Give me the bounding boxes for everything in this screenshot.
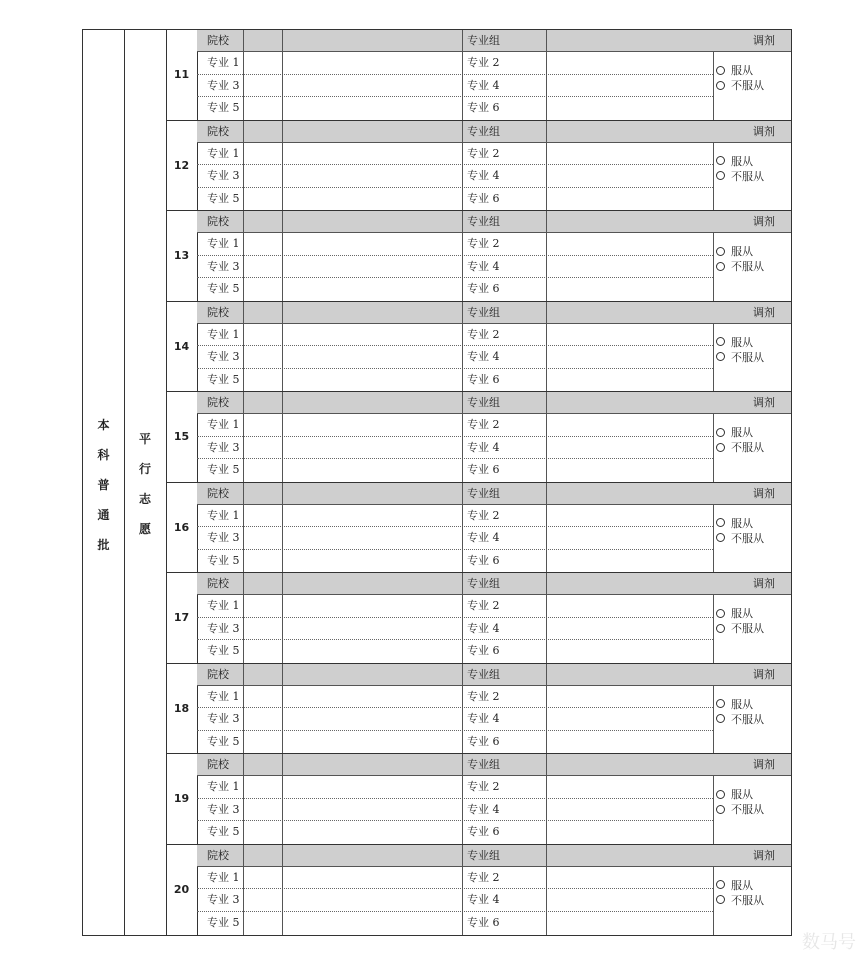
major-label: 专业 3 — [207, 802, 240, 816]
major-label: 专业 6 — [467, 463, 500, 476]
adjust-label: 调剂 — [753, 34, 775, 47]
major-label: 专业 1 — [207, 689, 240, 703]
major-group-input[interactable] — [546, 302, 547, 392]
school-label: 院校 — [207, 848, 229, 862]
obey-option[interactable] — [716, 64, 753, 78]
major-row — [197, 143, 713, 166]
major-label: 专业 6 — [467, 191, 500, 205]
major-label: 专业 4 — [467, 440, 500, 454]
not-obey-option[interactable] — [716, 79, 764, 93]
school-input[interactable] — [282, 211, 283, 301]
obey-label: 服从 — [731, 878, 753, 892]
block-header-row — [197, 573, 791, 595]
major-row — [197, 346, 713, 369]
major-group-label: 专业组 — [467, 124, 500, 138]
major-label: 专业 5 — [207, 825, 240, 838]
adjust-options — [713, 324, 791, 392]
major-label: 专业 2 — [467, 418, 500, 431]
not-obey-label: 不服从 — [731, 531, 764, 545]
major-row — [197, 165, 713, 188]
school-input[interactable] — [282, 845, 283, 936]
major-row — [197, 278, 713, 301]
school-input[interactable] — [282, 573, 283, 663]
volunteer-block — [166, 121, 791, 212]
radio-circle-icon[interactable] — [716, 533, 725, 542]
obey-option[interactable] — [716, 426, 753, 440]
major-label: 专业 5 — [207, 191, 240, 205]
major-row — [197, 776, 713, 799]
school-label: 院校 — [207, 486, 229, 500]
column-divider — [243, 845, 244, 936]
volunteer-number: 19 — [166, 754, 198, 844]
batch-char: 普 — [97, 478, 110, 492]
major-group-input[interactable] — [546, 121, 547, 211]
obey-label: 服从 — [731, 245, 753, 258]
block-header-row — [197, 392, 791, 414]
volunteer-block — [166, 845, 791, 936]
major-label: 专业 2 — [467, 56, 500, 69]
major-label: 专业 4 — [467, 350, 500, 363]
volunteer-number: 16 — [166, 483, 198, 573]
volunteer-number: 15 — [166, 392, 198, 482]
volunteer-block — [166, 392, 791, 483]
major-label: 专业 4 — [467, 802, 500, 816]
volunteer-block — [166, 573, 791, 664]
major-label: 专业 2 — [467, 146, 500, 160]
school-input[interactable] — [282, 121, 283, 211]
major-label: 专业 3 — [207, 893, 240, 906]
major-label: 专业 3 — [207, 169, 240, 182]
major-label: 专业 5 — [207, 372, 240, 386]
major-group-label: 专业组 — [467, 667, 500, 681]
column-divider — [462, 121, 463, 211]
major-row — [197, 889, 713, 912]
not-obey-option[interactable] — [716, 441, 764, 455]
batch-label — [83, 410, 124, 560]
major-row — [197, 799, 713, 822]
adjust-label: 调剂 — [753, 848, 775, 862]
batch-column — [83, 30, 125, 935]
volunteer-block — [166, 211, 791, 302]
major-label: 专业 1 — [207, 146, 240, 160]
volunteer-type-label — [124, 424, 166, 544]
not-obey-option[interactable] — [716, 532, 764, 546]
major-row — [197, 256, 713, 279]
major-label: 专业 6 — [467, 825, 500, 838]
block-header-row — [197, 664, 791, 686]
block-header-row — [197, 211, 791, 233]
batch-char: 本 — [97, 418, 110, 432]
not-obey-label: 不服从 — [731, 622, 764, 635]
adjust-label: 调剂 — [753, 305, 775, 319]
column-divider — [243, 392, 244, 482]
radio-circle-icon[interactable] — [716, 81, 725, 90]
column-divider — [462, 483, 463, 573]
not-obey-option[interactable] — [716, 260, 764, 274]
not-obey-label: 不服从 — [731, 169, 764, 183]
column-divider — [243, 664, 244, 754]
not-obey-option[interactable] — [716, 351, 764, 365]
major-row — [197, 75, 713, 98]
school-input[interactable] — [282, 483, 283, 573]
major-row — [197, 97, 713, 120]
radio-circle-icon[interactable] — [716, 609, 725, 618]
major-label: 专业 3 — [207, 350, 240, 363]
radio-circle-icon[interactable] — [716, 880, 725, 889]
block-header-row — [197, 845, 791, 867]
major-label: 专业 5 — [207, 101, 240, 114]
volunteer-type-column — [124, 30, 167, 935]
block-header-row — [197, 30, 791, 52]
major-row — [197, 324, 713, 347]
major-label: 专业 6 — [467, 734, 500, 748]
major-label: 专业 4 — [467, 893, 500, 906]
major-label: 专业 6 — [467, 282, 500, 295]
school-input[interactable] — [282, 664, 283, 754]
column-divider — [243, 573, 244, 663]
block-header-row — [197, 483, 791, 505]
adjust-options — [713, 505, 791, 573]
major-row — [197, 437, 713, 460]
type-char: 行 — [138, 462, 151, 476]
school-label: 院校 — [207, 758, 229, 771]
obey-label: 服从 — [731, 426, 753, 439]
major-label: 专业 2 — [467, 599, 500, 612]
major-label: 专业 2 — [467, 237, 500, 250]
adjust-label: 调剂 — [753, 396, 775, 409]
type-char: 平 — [138, 432, 151, 446]
major-label: 专业 5 — [207, 463, 240, 476]
column-divider — [243, 211, 244, 301]
column-divider — [243, 483, 244, 573]
major-label: 专业 6 — [467, 372, 500, 386]
major-row — [197, 708, 713, 731]
watermark: 数马号 — [802, 932, 856, 953]
obey-label: 服从 — [731, 697, 753, 711]
column-divider — [243, 30, 244, 120]
major-group-input[interactable] — [546, 211, 547, 301]
not-obey-label: 不服从 — [731, 441, 764, 454]
adjust-options — [713, 776, 791, 844]
major-label: 专业 3 — [207, 259, 240, 273]
obey-label: 服从 — [731, 154, 753, 168]
adjust-label: 调剂 — [753, 577, 775, 590]
major-label: 专业 1 — [207, 327, 240, 341]
adjust-label: 调剂 — [753, 215, 775, 228]
major-label: 专业 3 — [207, 712, 240, 725]
volunteer-number: 20 — [166, 845, 198, 936]
school-label: 院校 — [207, 305, 229, 319]
radio-circle-icon[interactable] — [716, 156, 725, 165]
adjust-options — [713, 414, 791, 482]
volunteer-block — [166, 302, 791, 393]
column-divider — [243, 754, 244, 844]
major-label: 专业 1 — [207, 870, 240, 884]
obey-label: 服从 — [731, 64, 753, 77]
major-row — [197, 912, 713, 935]
major-label: 专业 2 — [467, 327, 500, 341]
obey-label: 服从 — [731, 335, 753, 349]
obey-option[interactable] — [716, 788, 753, 802]
major-row — [197, 640, 713, 663]
radio-circle-icon[interactable] — [716, 790, 725, 799]
block-header-row — [197, 754, 791, 776]
major-label: 专业 4 — [467, 78, 500, 92]
adjust-options — [713, 52, 791, 120]
radio-circle-icon[interactable] — [716, 518, 725, 527]
major-group-input[interactable] — [546, 392, 547, 482]
school-input[interactable] — [282, 392, 283, 482]
volunteer-number: 12 — [166, 121, 198, 211]
volunteer-block — [166, 664, 791, 755]
major-label: 专业 4 — [467, 169, 500, 182]
school-input[interactable] — [282, 754, 283, 844]
radio-circle-icon[interactable] — [716, 699, 725, 708]
major-label: 专业 1 — [207, 780, 240, 793]
major-row — [197, 233, 713, 256]
obey-option[interactable] — [716, 245, 753, 259]
major-label: 专业 6 — [467, 915, 500, 929]
major-label: 专业 3 — [207, 440, 240, 454]
radio-circle-icon[interactable] — [716, 714, 725, 723]
major-label: 专业 4 — [467, 712, 500, 725]
major-label: 专业 2 — [467, 780, 500, 793]
column-divider — [462, 573, 463, 663]
volunteer-number: 17 — [166, 573, 198, 663]
obey-label: 服从 — [731, 516, 753, 530]
obey-option[interactable] — [716, 155, 753, 169]
obey-label: 服从 — [731, 607, 753, 620]
major-group-input[interactable] — [546, 30, 547, 120]
not-obey-option[interactable] — [716, 894, 764, 908]
major-group-input[interactable] — [546, 754, 547, 844]
volunteer-number: 18 — [166, 664, 198, 754]
major-label: 专业 5 — [207, 644, 240, 657]
major-label: 专业 2 — [467, 689, 500, 703]
major-row — [197, 550, 713, 573]
not-obey-label: 不服从 — [731, 712, 764, 726]
major-row — [197, 52, 713, 75]
radio-circle-icon[interactable] — [716, 262, 725, 271]
major-label: 专业 3 — [207, 621, 240, 635]
major-group-input[interactable] — [546, 845, 547, 936]
major-label: 专业 5 — [207, 734, 240, 748]
radio-circle-icon[interactable] — [716, 895, 725, 904]
radio-circle-icon[interactable] — [716, 805, 725, 814]
not-obey-label: 不服从 — [731, 893, 764, 907]
volunteer-block — [166, 754, 791, 845]
school-label: 院校 — [207, 34, 229, 47]
adjust-label: 调剂 — [753, 124, 775, 138]
adjust-options — [713, 867, 791, 936]
major-label: 专业 4 — [467, 621, 500, 635]
major-row — [197, 459, 713, 482]
major-group-label: 专业组 — [467, 758, 500, 771]
major-label: 专业 3 — [207, 78, 240, 92]
obey-option[interactable] — [716, 517, 753, 531]
school-label: 院校 — [207, 667, 229, 681]
radio-circle-icon[interactable] — [716, 66, 725, 75]
major-label: 专业 1 — [207, 237, 240, 250]
major-label: 专业 5 — [207, 553, 240, 567]
type-char: 志 — [138, 492, 151, 506]
column-divider — [243, 302, 244, 392]
school-label: 院校 — [207, 396, 229, 409]
major-group-input[interactable] — [546, 573, 547, 663]
major-label: 专业 5 — [207, 282, 240, 295]
obey-option[interactable] — [716, 698, 753, 712]
major-group-label: 专业组 — [467, 215, 500, 228]
major-label: 专业 2 — [467, 870, 500, 884]
adjust-label: 调剂 — [753, 667, 775, 681]
major-group-label: 专业组 — [467, 396, 500, 409]
major-group-input[interactable] — [546, 483, 547, 573]
radio-circle-icon[interactable] — [716, 624, 725, 633]
obey-label: 服从 — [731, 788, 753, 801]
major-group-label: 专业组 — [467, 848, 500, 862]
obey-option[interactable] — [716, 336, 753, 350]
not-obey-option[interactable] — [716, 622, 764, 636]
volunteer-number: 14 — [166, 302, 198, 392]
radio-circle-icon[interactable] — [716, 337, 725, 346]
volunteer-block — [166, 483, 791, 574]
not-obey-label: 不服从 — [731, 79, 764, 92]
major-label: 专业 1 — [207, 418, 240, 431]
adjust-label: 调剂 — [753, 758, 775, 771]
block-header-row — [197, 121, 791, 143]
adjust-options — [713, 233, 791, 301]
major-group-input[interactable] — [546, 664, 547, 754]
major-row — [197, 505, 713, 528]
major-label: 专业 1 — [207, 56, 240, 69]
major-row — [197, 527, 713, 550]
block-header-row — [197, 302, 791, 324]
column-divider — [462, 211, 463, 301]
column-divider — [462, 664, 463, 754]
major-label: 专业 3 — [207, 531, 240, 544]
major-label: 专业 6 — [467, 101, 500, 114]
radio-circle-icon[interactable] — [716, 428, 725, 437]
major-group-label: 专业组 — [467, 486, 500, 500]
major-label: 专业 6 — [467, 644, 500, 657]
major-group-label: 专业组 — [467, 577, 500, 590]
not-obey-label: 不服从 — [731, 350, 764, 364]
volunteer-number: 13 — [166, 211, 198, 301]
not-obey-label: 不服从 — [731, 803, 764, 816]
column-divider — [462, 302, 463, 392]
batch-char: 批 — [97, 538, 110, 552]
adjust-options — [713, 595, 791, 663]
column-divider — [462, 30, 463, 120]
batch-char: 通 — [97, 508, 110, 522]
radio-circle-icon[interactable] — [716, 171, 725, 180]
major-label: 专业 2 — [467, 508, 500, 522]
major-label: 专业 1 — [207, 599, 240, 612]
adjust-options — [713, 143, 791, 211]
major-row — [197, 686, 713, 709]
major-row — [197, 369, 713, 392]
school-input[interactable] — [282, 30, 283, 120]
major-row — [197, 188, 713, 211]
not-obey-option[interactable] — [716, 713, 764, 727]
column-divider — [462, 392, 463, 482]
adjust-label: 调剂 — [753, 486, 775, 500]
school-label: 院校 — [207, 124, 229, 138]
major-row — [197, 731, 713, 754]
radio-circle-icon[interactable] — [716, 352, 725, 361]
major-label: 专业 5 — [207, 915, 240, 929]
not-obey-option[interactable] — [716, 170, 764, 184]
major-row — [197, 618, 713, 641]
major-row — [197, 821, 713, 844]
column-divider — [462, 754, 463, 844]
obey-option[interactable] — [716, 607, 753, 621]
column-divider — [243, 121, 244, 211]
major-group-label: 专业组 — [467, 34, 500, 47]
obey-option[interactable] — [716, 879, 753, 893]
column-divider — [462, 845, 463, 936]
school-label: 院校 — [207, 577, 229, 590]
major-label: 专业 4 — [467, 259, 500, 273]
school-input[interactable] — [282, 302, 283, 392]
major-label: 专业 1 — [207, 508, 240, 522]
volunteer-number: 11 — [166, 30, 198, 120]
major-group-label: 专业组 — [467, 305, 500, 319]
adjust-options — [713, 686, 791, 754]
type-char: 愿 — [138, 522, 151, 536]
volunteer-form-table — [82, 29, 792, 936]
major-row — [197, 867, 713, 890]
volunteer-block — [166, 30, 791, 121]
school-label: 院校 — [207, 215, 229, 228]
radio-circle-icon[interactable] — [716, 247, 725, 256]
radio-circle-icon[interactable] — [716, 443, 725, 452]
major-label: 专业 6 — [467, 553, 500, 567]
major-label: 专业 4 — [467, 531, 500, 544]
not-obey-option[interactable] — [716, 803, 764, 817]
batch-char: 科 — [97, 448, 110, 462]
major-row — [197, 595, 713, 618]
not-obey-label: 不服从 — [731, 260, 764, 273]
major-row — [197, 414, 713, 437]
